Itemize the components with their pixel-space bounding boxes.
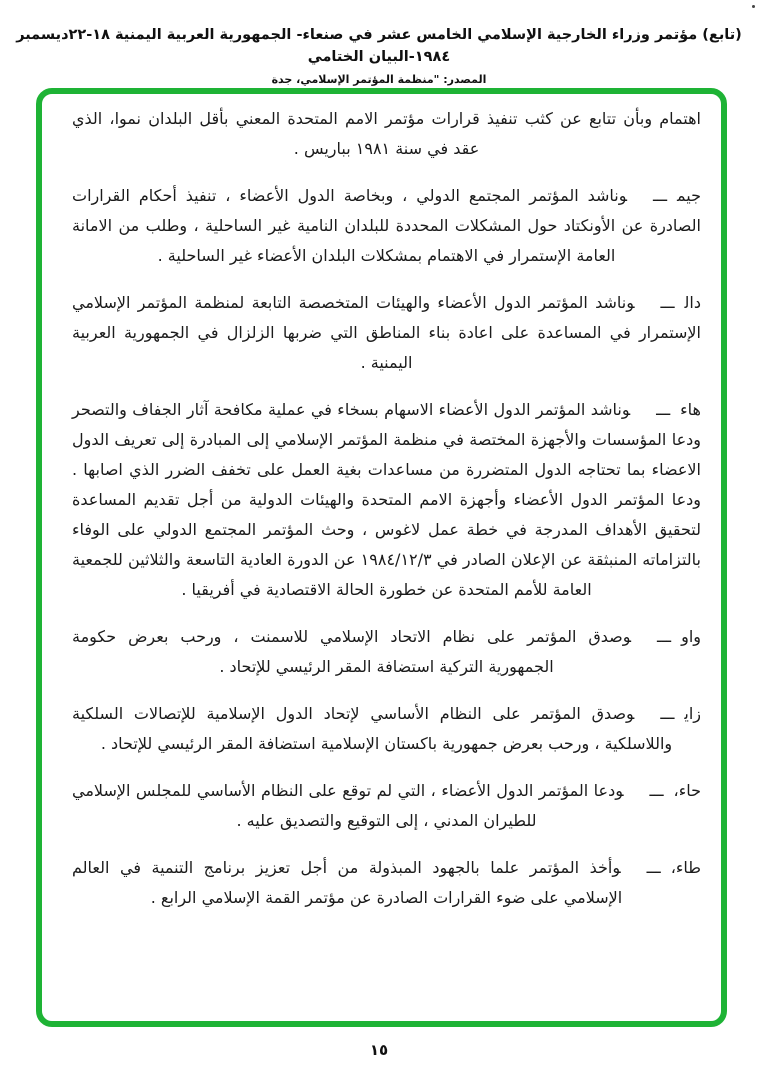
paragraph-dash: ـــ xyxy=(652,186,668,205)
content-frame xyxy=(36,88,727,1027)
paragraph-text: وناشد المؤتمر الدول الأعضاء الاسهام بسخاء في عملية مكافحة آثار الجفاف والتصحر ودعا المؤسسات والأجهزة المختصة في منظمة المؤتمر الإسلامي إلى المبادرة إلى تعريف الدول الاعضاء بما تحتاجه الدول المتضررة من مساعدات بغية العمل على تخفف الضرر الذي اصابها . ودعا المؤتمر الدول الأعضاء وأجهزة الامم المتحدة والهيئات الدولية من أجل تقديم المساعدة لتحقيق الأهداف المدرجة في خطة عمل لاغوس ، وحث المؤتمر المجتمع الدولي على الوفاء بالتزاماته المنبثقة عن الإعلان الصادر في ١٩٨٤/١٢/٣ عن الدورة العادية التاسعة والثلاثين للجمعية العامة للأمم المتحدة عن خطورة الحالة الاقتصادية في أفريقيا . xyxy=(72,400,701,599)
paragraph-list xyxy=(72,104,701,913)
paragraph-dash: ـــ xyxy=(660,293,675,312)
paragraph-label: حاء، xyxy=(673,781,701,800)
scan-artifact-dot xyxy=(752,5,755,8)
paragraph-label: زاي xyxy=(684,704,701,723)
paragraph-label: دال xyxy=(684,293,701,312)
paragraph-dash: ـــ xyxy=(660,704,675,723)
paragraph xyxy=(72,181,701,271)
paragraph-dash: ـــ xyxy=(646,858,661,877)
paragraph xyxy=(72,104,701,164)
paragraph xyxy=(72,395,701,605)
paragraph xyxy=(72,699,701,759)
paragraph-dash: ـــ xyxy=(657,627,672,646)
document-title: (تابع) مؤتمر وزراء الخارجية الإسلامي الخامس عشر في صنعاء- الجمهورية العربية اليمنية ١٨-٢٢ديسمبر ١٩٨٤-البيان الختامي xyxy=(16,27,742,65)
paragraph-dash: ـــ xyxy=(649,781,664,800)
paragraph-text: وصدق المؤتمر على النظام الأساسي لإتحاد الدول الإسلامية للإتصالات السلكية واللاسلكية ، ورحب بعرض جمهورية باكستان الإسلامية استضافة المقر الرئيسي للإتحاد . xyxy=(72,704,673,753)
paragraph xyxy=(72,776,701,836)
paragraph-text: اهتمام وبأن تتابع عن كثب تنفيذ قرارات مؤتمر الامم المتحدة المعني بأقل البلدان نموا، الذي عقد في سنة ١٩٨١ بباريس . xyxy=(72,109,701,158)
paragraph-dash: ـــ xyxy=(656,400,671,419)
paragraph-text: وأخذ المؤتمر علما بالجهود المبذولة من أجل تعزيز برنامج التنمية في العالم الإسلامي على ضوء القرارات الصادرة عن مؤتمر القمة الإسلامي الرابع . xyxy=(72,858,623,907)
paragraph xyxy=(72,853,701,913)
document-source: المصدر: "منظمة المؤتمر الإسلامي، جدة xyxy=(271,73,487,86)
document-header xyxy=(8,24,750,86)
paragraph xyxy=(72,288,701,378)
paragraph-label: طاء، xyxy=(670,858,701,877)
paragraph-text: وناشد المؤتمر الدول الأعضاء والهيئات المتخصصة التابعة لمنظمة المؤتمر الإسلامي الإستمرار في المساعدة على اعادة بناء المناطق التي ضربها الزلزال في الجمهورية العربية اليمنية . xyxy=(72,293,701,372)
paragraph-label: جيم xyxy=(677,186,701,205)
paragraph-text: وناشد المؤتمر المجتمع الدولي ، وبخاصة الدول الأعضاء ، تنفيذ أحكام القرارات الصادرة عن الأونكتاد حول المشكلات المحددة للبلدان النامية غير الساحلية ، وطلب من الامانة العامة الإستمرار في الاهتمام بمشكلات البلدان الأعضاء غير الساحلية . xyxy=(72,186,701,265)
paragraph-text: ودعا المؤتمر الدول الأعضاء ، التي لم توقع على النظام الأساسي للمجلس الإسلامي للطيران المدني ، إلى التوقيع والتصديق عليه . xyxy=(72,781,624,830)
paragraph xyxy=(72,622,701,682)
paragraph-label: واو xyxy=(681,627,701,646)
page-footer xyxy=(0,1040,758,1059)
paragraph-label: هاء xyxy=(680,400,701,419)
page-number: ١٥ xyxy=(369,1041,389,1059)
paragraph-text: وصدق المؤتمر على نظام الاتحاد الإسلامي للاسمنت ، ورحب بعرض حكومة الجمهورية التركية استضافة المقر الرئيسي للإتحاد . xyxy=(72,627,632,676)
